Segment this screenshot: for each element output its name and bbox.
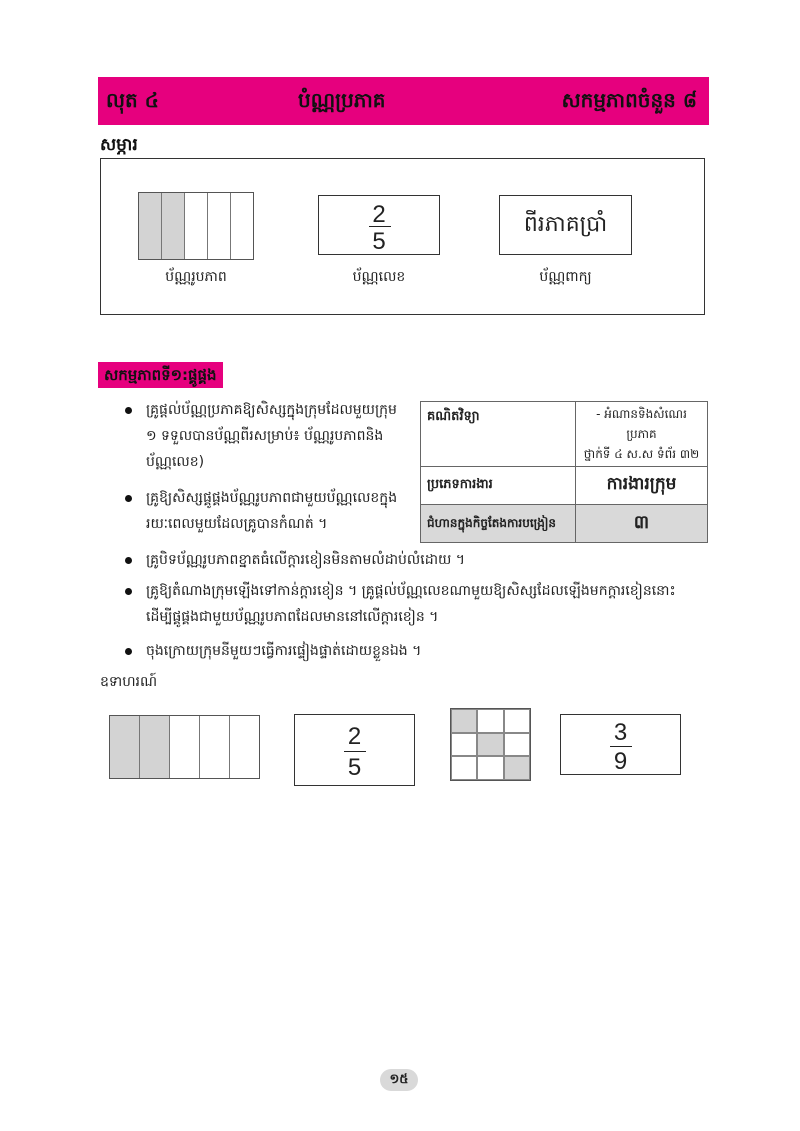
info-table [420,401,708,543]
table-value: ការងារក្រុម [576,467,708,505]
bullet-item [146,397,414,475]
bullet-line: ប័ណ្ណលេខ) [146,454,205,470]
lesson-number: លុត ៤ [106,88,159,112]
strip-cell [110,716,140,778]
bullet-line: ដើម្បីផ្គូផ្គងជាមួយប័ណ្ណរូបភាពដែលមាននៅលើក្ដារខៀន ។ [146,609,439,625]
bullet-line: រយៈពេលមួយដែលគ្រូបានកំណត់ ។ [146,516,328,532]
strip-cell [140,716,170,778]
example-fraction-card [560,714,681,775]
grid-cell [504,733,530,757]
number-card-denominator: 5 [372,228,386,255]
lesson-header [98,77,709,125]
bullet-dot [125,407,132,414]
table-value: ៣ [576,505,708,543]
fraction-numerator: 2 [347,723,362,750]
picture-card [138,192,254,260]
table-value [576,402,708,467]
bullet-line: គ្រូឱ្យតំណាងក្រុមឡើងទៅកាន់ក្ដារខៀន ។ គ្រូផ្ដល់ប័ណ្ណលេខណាមួយឱ្យសិស្សដែលឡើងមកក្ដារខៀននោះ [146,583,676,599]
fraction-bar [369,226,391,227]
bullet-line: ១ ទទួលបានប័ណ្ណពីរសម្រាប់៖ ប័ណ្ណរូបភាពនិង [146,428,384,444]
table-row [421,505,708,543]
table-label: ជំហានក្នុងកិច្ចតែងការបង្រៀន [421,505,576,543]
grid-cell [477,756,503,780]
grid-cell [477,733,503,757]
strip-cell [162,193,185,259]
example-fraction-card [294,714,415,786]
strip-cell [139,193,162,259]
lesson-title: បំណ្ណប្រភាគ [298,88,386,112]
table-value-line: - អំណានទិងសំណេរប្រភាគ [596,407,687,441]
word-card-text: ពីរភាគប្រាំ [523,212,608,237]
bullet-dot [125,588,132,595]
page-number: ១៥ [380,1069,418,1091]
table-label: គណិតវិទ្យា [421,402,576,467]
bullet-dot [125,648,132,655]
bullet-line: ចុងក្រោយក្រុមនីមួយៗធ្វើការផ្ទៀងផ្ទាត់ដោយខ្លួនឯង ។ [146,643,422,659]
strip-cell [185,193,208,259]
table-row [421,467,708,505]
example-strip [109,715,260,779]
bullet-line: គ្រូបិទប័ណ្ណរូបភាពខ្នាតធំលើក្ដារខៀនមិនតាមលំដាប់លំដោយ ។ [146,552,466,568]
bullet-item [146,547,706,573]
strip-cell [200,716,230,778]
strip-cell [230,716,259,778]
word-card-caption: ប័ណ្ណពាក្យ [539,269,592,285]
grid-cell [451,733,477,757]
fraction-bar [610,746,632,747]
bullet-item [146,578,706,630]
table-row [421,402,708,467]
grid-cell [451,756,477,780]
word-card [499,195,632,255]
materials-title: សម្ភារ [100,135,138,155]
grid-cell [451,709,477,733]
example-label: ឧទាហរណ៍ [100,674,158,690]
fraction-bar [344,751,366,752]
table-label: ប្រភេទការងារ [421,467,576,505]
number-card [318,195,440,255]
bullet-item [146,485,414,537]
materials-box [100,158,705,315]
bullet-line: គ្រូផ្ដល់ប័ណ្ណប្រភាគឱ្យសិស្សក្នុងក្រុមដែលមួយក្រុម [146,402,397,418]
example-grid [450,708,531,781]
bullet-item [146,638,706,664]
number-card-caption: ប័ណ្ណលេខ [352,269,406,285]
strip-cell [208,193,231,259]
activity-label: សកម្មភាពទី១:ផ្គូផ្គង [98,362,223,388]
activity-count: សកម្មភាពចំនួន ៨ [561,88,697,112]
bullet-line: គ្រូឱ្យសិស្សផ្គូផ្គងប័ណ្ណរូបភាពជាមួយប័ណ្ណលេខក្នុង [146,490,398,506]
bullet-dot [125,495,132,502]
number-card-numerator: 2 [372,201,386,228]
grid-cell [504,709,530,733]
grid-cell [477,709,503,733]
grid-cell [504,756,530,780]
picture-card-caption: ប័ណ្ណរូបភាព [165,269,227,285]
fraction-denominator: 9 [613,748,628,775]
strip-cell [231,193,253,259]
fraction-numerator: 3 [613,719,628,746]
strip-cell [170,716,200,778]
fraction-denominator: 5 [347,754,362,781]
table-value-line: ថ្នាក់ទី ៤ ស.ស ទំព័រ ៣២ [583,447,700,461]
bullet-dot [125,557,132,564]
